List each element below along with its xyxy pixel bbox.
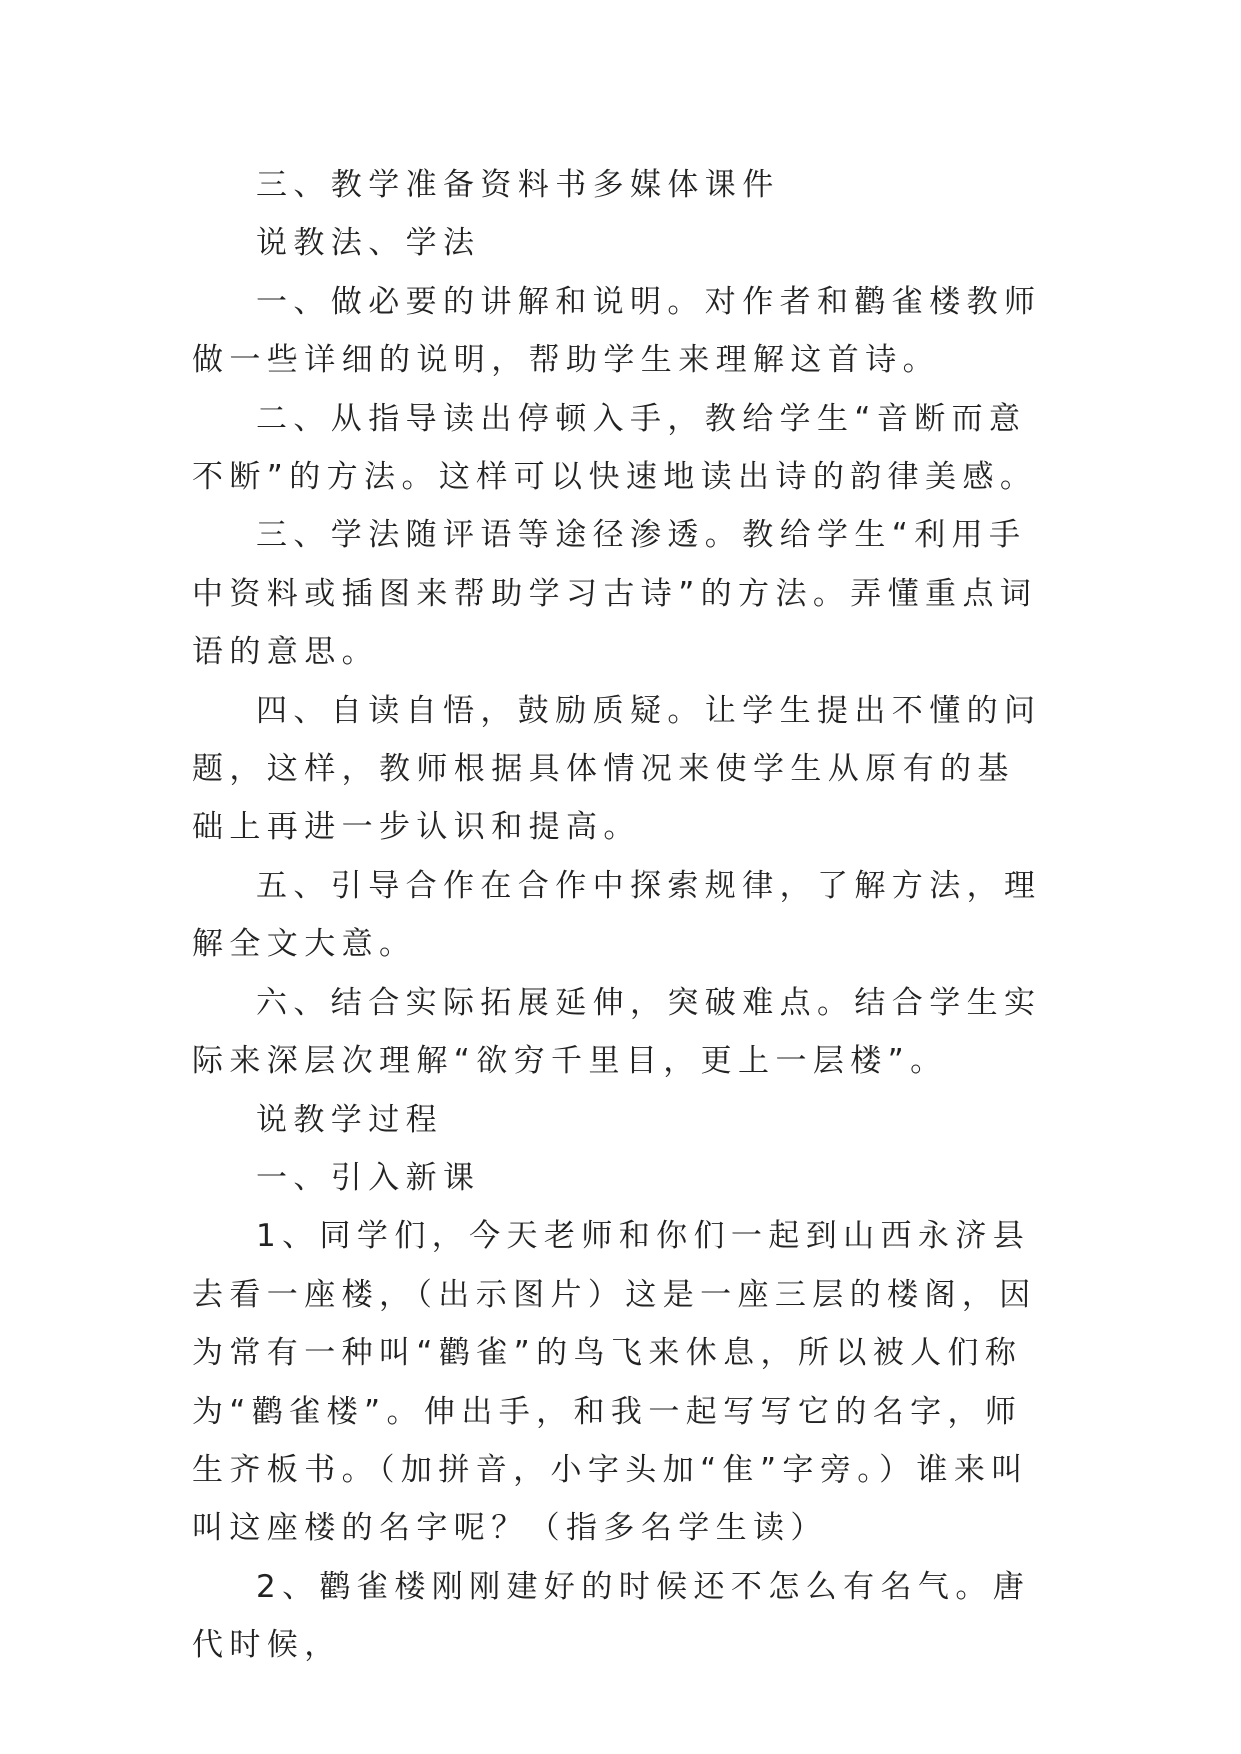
section-heading-process: 说教学过程 [256, 1101, 443, 1138]
paragraph-method-6: 六、结合实际拓展延伸，突破难点。结合学生实际来深层次理解“欲穷千里目，更上一层楼”。 [192, 984, 1042, 1080]
section-heading-methods: 说教法、学法 [256, 225, 481, 262]
subheading-intro: 一、引入新课 [256, 1159, 481, 1196]
paragraph-method-3: 三、学法随评语等途径渗透。教给学生“利用手中资料或插图来帮助学习古诗”的方法。弄懂重点词语的意思。 [192, 517, 1038, 671]
paragraph-method-4: 四、自读自悟，鼓励质疑。让学生提出不懂的问题，这样，教师根据具体情况来使学生从原有的基础上再进一步认识和提高。 [192, 692, 1042, 846]
paragraph-method-1: 一、做必要的讲解和说明。对作者和鹳雀楼教师做一些详细的说明，帮助学生来理解这首诗。 [192, 283, 1042, 379]
document-body [192, 156, 1052, 1675]
paragraph-intro-1: 1、同学们，今天老师和你们一起到山西永济县去看一座楼，（出示图片）这是一座三层的楼阁，因为常有一种叫“鹳雀”的鸟飞来休息，所以被人们称为“鹳雀楼”。伸出手，和我一起写写它的名字，师生齐板书。（加拼音，小字头加“隹”字旁。）谁来叫叫这座楼的名字呢？（指多名学生读） [192, 1218, 1037, 1547]
paragraph-method-2: 二、从指导读出停顿入手，教给学生“音断而意不断”的方法。这样可以快速地读出诗的韵律美感。 [192, 400, 1038, 496]
paragraph-method-5: 五、引导合作在合作中探索规律，了解方法，理解全文大意。 [192, 867, 1042, 963]
section-heading-preparation: 三、教学准备资料书多媒体课件 [256, 167, 780, 203]
paragraph-intro-2: 2、鹳雀楼刚刚建好的时候还不怎么有名气。唐代时候， [192, 1568, 1031, 1664]
